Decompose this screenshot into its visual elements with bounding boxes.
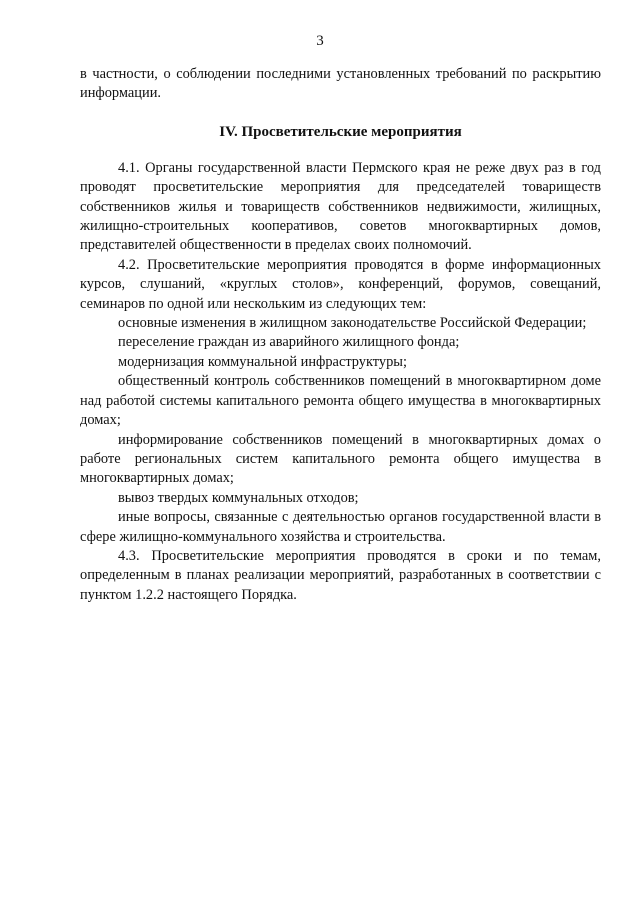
topic-resettlement: переселение граждан из аварийного жилищного фонда; <box>118 334 460 351</box>
page-number: 3 <box>316 33 324 49</box>
topic-legislation-changes: основные изменения в жилищном законодательстве Российской Федерации; <box>118 315 587 332</box>
section-title: IV. Просветительские мероприятия <box>219 123 462 140</box>
topic-public-control: общественный контроль собственников помещений в многоквартирном доме над работой системы капитального ремонта общего имущества в многоквартирных домах; <box>80 373 601 429</box>
intro-paragraph: в частности, о соблюдении последними установленных требований по раскрытию информации. <box>80 66 601 102</box>
paragraph-4-3: 4.3. Просветительские мероприятия проводятся в сроки и по темам, определенным в планах реализации мероприятий, разработанных в соответствии с пунктом 1.2.2 настоящего Порядка. <box>80 547 601 603</box>
paragraph-4-2: 4.2. Просветительские мероприятия проводятся в форме информационных курсов, слушаний, «круглых столов», конференций, форумов, совещаний, семинаров по одной или нескольким из следующих тем: <box>80 256 601 312</box>
topic-informing-owners: информирование собственников помещений в многоквартирных домах о работе региональных систем капитального ремонта общего имущества в многоквартирных домах; <box>80 431 601 487</box>
paragraph-4-1: 4.1. Органы государственной власти Пермского края не реже двух раз в год проводят просветительские мероприятия для председателей товариществ собственников жилья и товариществ собственников недвижимости, жилищных, жилищно-строительных кооперативов, советов многоквартирных домов, представителей общественности в пределах своих полномочий. <box>80 159 601 254</box>
topic-infrastructure: модернизация коммунальной инфраструктуры; <box>118 353 407 370</box>
topic-other-issues: иные вопросы, связанные с деятельностью органов государственной власти в сфере жилищно-коммунального хозяйства и строительства. <box>80 509 601 545</box>
document-body <box>80 65 601 605</box>
topic-waste-removal: вывоз твердых коммунальных отходов; <box>118 489 359 506</box>
